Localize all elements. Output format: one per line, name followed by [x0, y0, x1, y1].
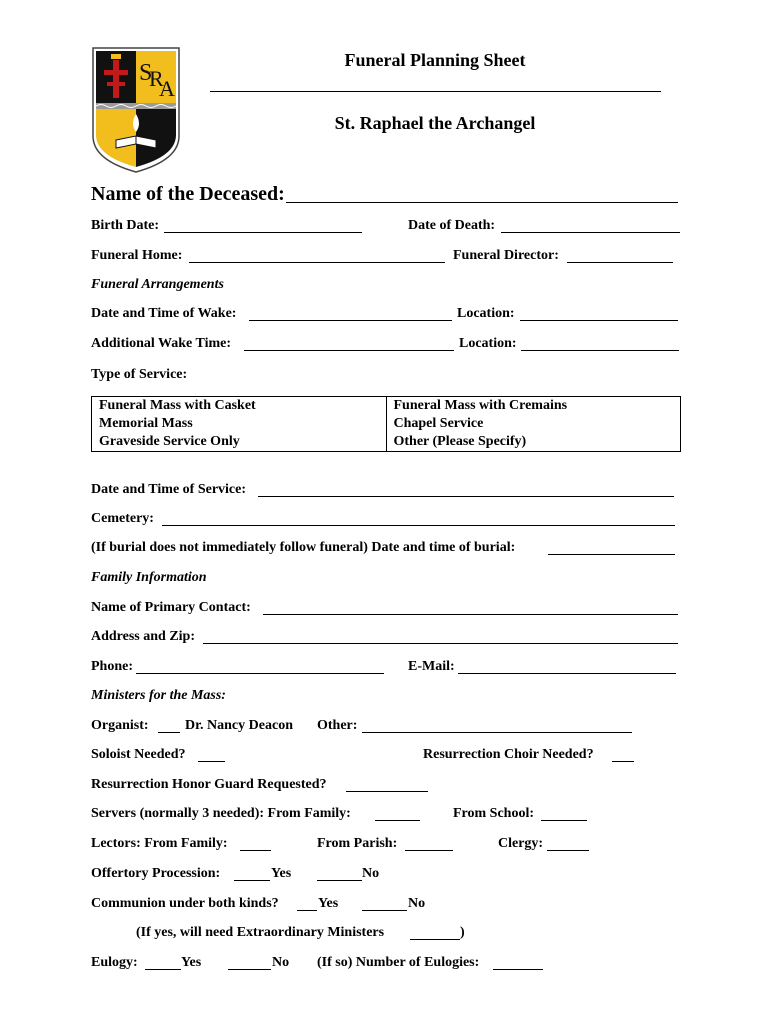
primary-contact-label: Name of Primary Contact:	[91, 600, 251, 615]
phone-label: Phone:	[91, 659, 133, 674]
communion-no-label: No	[408, 896, 426, 911]
service-type-label: Type of Service:	[91, 367, 188, 382]
honor-guard-label: Resurrection Honor Guard Requested?	[91, 777, 327, 792]
organist-name: Dr. Nancy Deacon	[185, 718, 293, 733]
organist-check-field[interactable]	[158, 732, 180, 733]
service-type-table	[91, 396, 681, 452]
birth-date-label: Birth Date:	[91, 218, 160, 233]
servers-label: Servers (normally 3 needed): From Family:	[91, 806, 351, 821]
service-option[interactable]: Graveside Service Only	[99, 434, 240, 449]
em-note-label: (If yes, will need Extraordinary Ministers	[136, 925, 385, 940]
eulogy-no-label: No	[272, 955, 290, 970]
death-date-field[interactable]	[501, 232, 680, 233]
additional-wake-field[interactable]	[244, 350, 454, 351]
additional-location-label: Location:	[459, 336, 517, 351]
soloist-label: Soloist Needed?	[91, 747, 186, 762]
phone-field[interactable]	[136, 673, 384, 674]
parish-name: St. Raphael the Archangel	[334, 113, 536, 133]
funeral-director-label: Funeral Director:	[453, 248, 559, 263]
organist-other-field[interactable]	[362, 732, 632, 733]
wake-label: Date and Time of Wake:	[91, 306, 237, 321]
eulogy-no-field[interactable]	[228, 969, 271, 970]
honor-guard-field[interactable]	[346, 791, 428, 792]
deceased-name-field[interactable]	[286, 202, 678, 203]
choir-label: Resurrection Choir Needed?	[423, 747, 594, 762]
wake-location-field[interactable]	[520, 320, 678, 321]
death-date-label: Date of Death:	[408, 218, 496, 233]
eulogies-count-label: (If so) Number of Eulogies:	[317, 955, 480, 970]
organist-other-label: Other:	[317, 718, 358, 733]
lectors-clergy-field[interactable]	[547, 850, 589, 851]
deceased-name-label: Name of the Deceased:	[91, 183, 285, 205]
cemetery-label: Cemetery:	[91, 511, 154, 526]
offertory-label: Offertory Procession:	[91, 866, 221, 881]
funeral-home-field[interactable]	[189, 262, 445, 263]
lectors-parish-label: From Parish:	[317, 836, 398, 851]
birth-date-field[interactable]	[164, 232, 362, 233]
svg-text:S: S	[139, 60, 153, 86]
em-note-close: )	[460, 925, 465, 940]
offertory-no-field[interactable]	[317, 880, 362, 881]
servers-school-field[interactable]	[541, 820, 587, 821]
email-label: E-Mail:	[408, 659, 455, 674]
primary-contact-field[interactable]	[263, 614, 678, 615]
eulogy-yes-field[interactable]	[145, 969, 181, 970]
svg-text:A: A	[159, 76, 175, 101]
funeral-home-label: Funeral Home:	[91, 248, 183, 263]
service-option[interactable]: Funeral Mass with Casket	[99, 398, 256, 413]
ministers-heading: Ministers for the Mass:	[91, 688, 226, 703]
address-label: Address and Zip:	[91, 629, 196, 644]
organist-label: Organist:	[91, 718, 149, 733]
soloist-field[interactable]	[198, 761, 225, 762]
communion-label: Communion under both kinds?	[91, 896, 279, 911]
family-heading: Family Information	[91, 570, 207, 585]
service-datetime-field[interactable]	[258, 496, 674, 497]
lectors-clergy-label: Clergy:	[498, 836, 544, 851]
communion-no-field[interactable]	[362, 910, 407, 911]
servers-family-field[interactable]	[375, 820, 420, 821]
svg-text:R: R	[149, 66, 164, 91]
lectors-family-field[interactable]	[240, 850, 271, 851]
funeral-director-field[interactable]	[567, 262, 673, 263]
additional-location-field[interactable]	[521, 350, 679, 351]
additional-wake-label: Additional Wake Time:	[91, 336, 232, 351]
title-underline	[210, 91, 661, 92]
service-option[interactable]: Chapel Service	[393, 416, 484, 431]
service-option[interactable]: Memorial Mass	[99, 416, 193, 431]
wake-field[interactable]	[249, 320, 452, 321]
service-option[interactable]: Other (Please Specify)	[393, 434, 527, 449]
service-datetime-label: Date and Time of Service:	[91, 482, 247, 497]
email-field[interactable]	[458, 673, 676, 674]
communion-yes-label: Yes	[318, 896, 339, 911]
choir-field[interactable]	[612, 761, 634, 762]
offertory-yes-field[interactable]	[234, 880, 270, 881]
address-field[interactable]	[203, 643, 678, 644]
service-option[interactable]: Funeral Mass with Cremains	[393, 398, 568, 413]
cemetery-field[interactable]	[162, 525, 675, 526]
servers-school-label: From School:	[453, 806, 535, 821]
page-title: Funeral Planning Sheet	[344, 50, 526, 70]
offertory-yes-label: Yes	[271, 866, 292, 881]
offertory-no-label: No	[362, 866, 380, 881]
burial-label: (If burial does not immediately follow funeral) Date and time of burial:	[91, 540, 516, 555]
eulogy-label: Eulogy:	[91, 955, 138, 970]
wake-location-label: Location:	[457, 306, 515, 321]
eulogies-count-field[interactable]	[493, 969, 543, 970]
em-count-field[interactable]	[410, 939, 460, 940]
lectors-label: Lectors: From Family:	[91, 836, 228, 851]
communion-yes-field[interactable]	[297, 910, 317, 911]
eulogy-yes-label: Yes	[181, 955, 202, 970]
arrangements-heading: Funeral Arrangements	[91, 277, 224, 292]
burial-field[interactable]	[548, 554, 675, 555]
lectors-parish-field[interactable]	[405, 850, 453, 851]
